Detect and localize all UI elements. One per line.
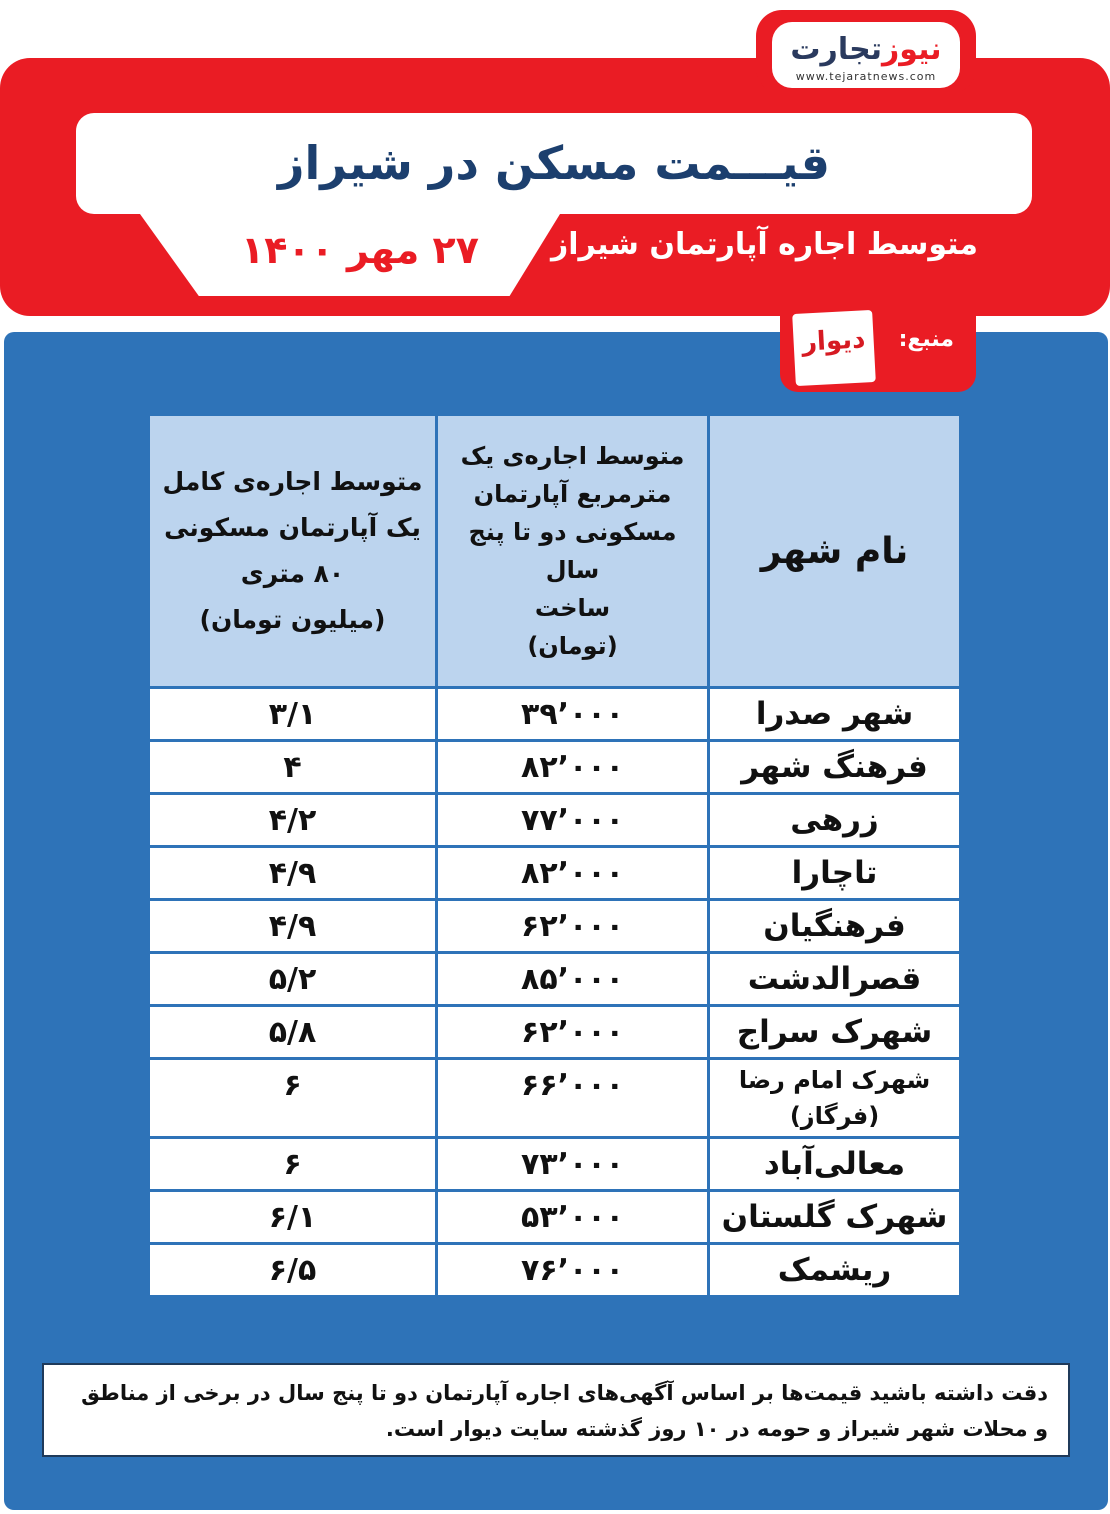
cell-full: ۴/۲ [149,794,437,847]
header-per-sqm-line: مسکونی دو تا پنج سال [468,518,677,584]
price-table-wrapper [150,413,962,1298]
header-city: نام شهر [709,415,961,688]
cell-city: ریشمک [709,1244,961,1297]
cell-full: ۵/۸ [149,1006,437,1059]
logo-word-tejarat: تجارت [790,32,882,67]
cell-city: شهر صدرا [709,688,961,741]
header-full-line: یک آپارتمان مسکونی [164,513,421,542]
price-table [147,413,962,1298]
table-row [149,953,961,1006]
header-per-sqm-line: (تومان) [527,632,618,660]
cell-city: زرهی [709,794,961,847]
cell-full: ۴/۹ [149,900,437,953]
cell-per-sqm: ۷۶٬۰۰۰ [437,1244,709,1297]
note-text: دقت داشته باشید قیمت‌ها بر اساس آگهی‌های اجاره آپارتمان دو تا پنج سال در برخی از مناطق و محلات شهر شیراز و حومه در ۱۰ روز گذشته سایت دیوار است. [81,1381,1048,1441]
header-full-line: ۸۰ متری [240,559,345,588]
tejaratnews-logo[interactable] [772,22,960,88]
table-row [149,741,961,794]
cell-per-sqm: ۸۲٬۰۰۰ [437,741,709,794]
table-row [149,1006,961,1059]
header-per-sqm [437,415,709,688]
cell-city: فرهنگیان [709,900,961,953]
cell-full: ۳/۱ [149,688,437,741]
cell-city: فرهنگ شهر [709,741,961,794]
cell-city: شهرک گلستان [709,1191,961,1244]
table-row [149,1059,961,1138]
header-full-line: متوسط اجاره‌ی کامل [162,467,423,496]
header-per-sqm-line: متوسط اجاره‌ی یک [460,442,685,470]
cell-per-sqm: ۸۵٬۰۰۰ [437,953,709,1006]
cell-per-sqm: ۶۲٬۰۰۰ [437,1006,709,1059]
header-per-sqm-line: مترمربع آپارتمان [473,480,672,508]
cell-city: شهرک امام رضا (فرگاز) [709,1059,961,1138]
cell-per-sqm: ۷۳٬۰۰۰ [437,1138,709,1191]
cell-full: ۶ [149,1138,437,1191]
logo-wordmark [772,30,960,70]
table-row [149,1244,961,1297]
cell-per-sqm: ۶۲٬۰۰۰ [437,900,709,953]
cell-per-sqm: ۵۳٬۰۰۰ [437,1191,709,1244]
logo-url: www.tejaratnews.com [795,70,937,83]
page-title: قیـــمت مسکن در شیراز [277,136,831,190]
date-label: ۲۷ مهر ۱۴۰۰ [241,228,479,272]
table-row [149,1191,961,1244]
cell-per-sqm: ۷۷٬۰۰۰ [437,794,709,847]
table-header-row [149,415,961,688]
cell-full: ۴ [149,741,437,794]
logo-word-news: نیوز [881,32,942,67]
header-per-sqm-line: ساخت [534,594,611,622]
cell-per-sqm: ۸۲٬۰۰۰ [437,847,709,900]
cell-per-sqm: ۶۶٬۰۰۰ [437,1059,709,1138]
cell-per-sqm: ۳۹٬۰۰۰ [437,688,709,741]
header-full-rent [149,415,437,688]
cell-full: ۶/۵ [149,1244,437,1297]
cell-city: شهرک سراج [709,1006,961,1059]
table-row [149,900,961,953]
table-row [149,1138,961,1191]
cell-city: تاچارا [709,847,961,900]
cell-city: قصرالدشت [709,953,961,1006]
subtitle: متوسط اجاره آپارتمان شیراز [550,227,978,262]
cell-full: ۶ [149,1059,437,1138]
cell-full: ۵/۲ [149,953,437,1006]
note-box [42,1363,1070,1457]
table-row [149,794,961,847]
cell-full: ۶/۱ [149,1191,437,1244]
table-row [149,847,961,900]
table-row [149,688,961,741]
header-full-line: (میلیون تومان) [199,605,386,634]
divar-logo[interactable]: دیوار [792,310,876,386]
source-label: منبع: [898,327,954,352]
cell-full: ۴/۹ [149,847,437,900]
title-box [76,113,1032,214]
cell-city: معالی‌آباد [709,1138,961,1191]
